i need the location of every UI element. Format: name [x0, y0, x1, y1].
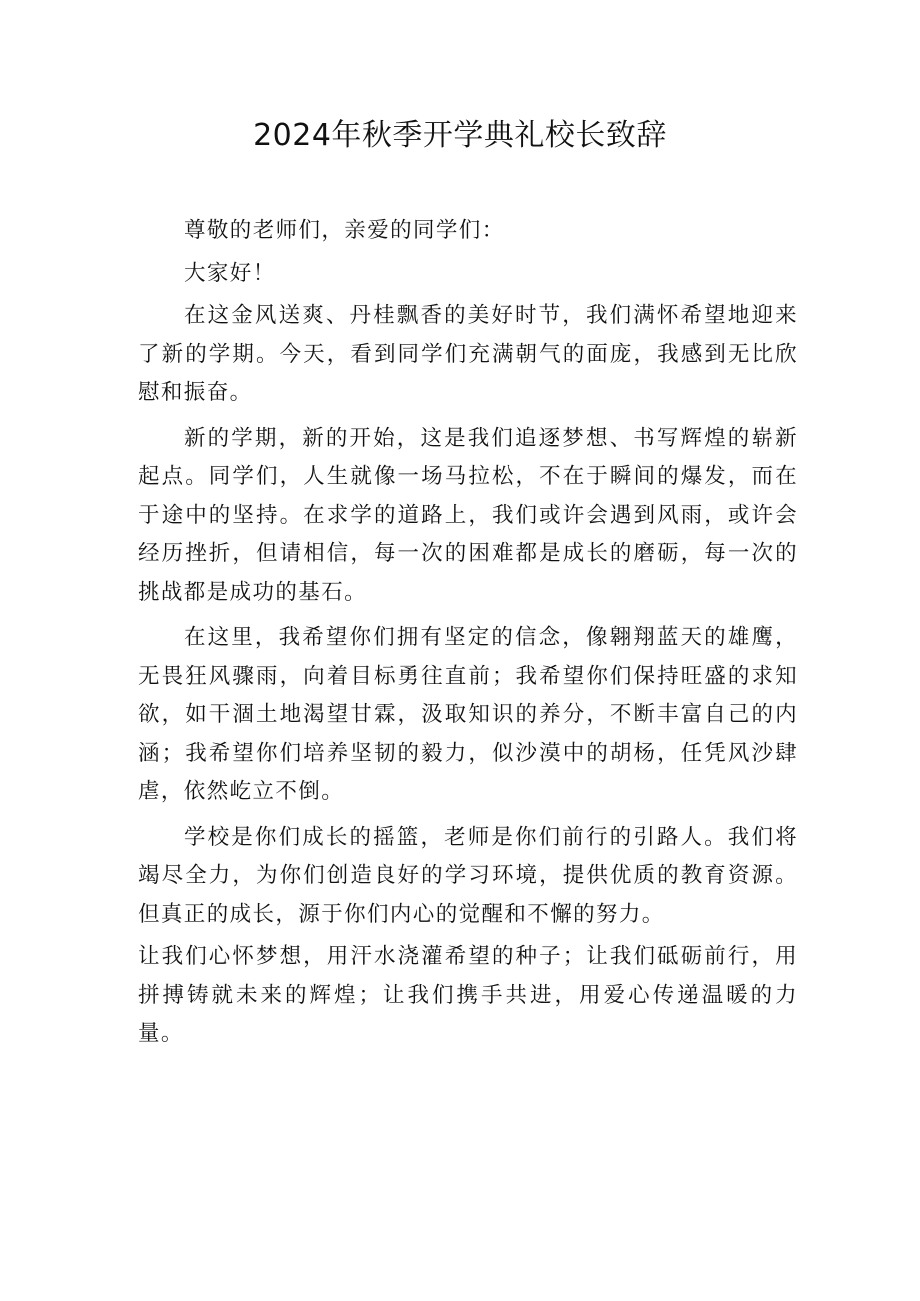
paragraph: 新的学期，新的开始，这是我们追逐梦想、书写辉煌的崭新起点。同学们，人生就像一场马拉松，不在于瞬间的爆发，而在于途中的坚持。在求学的道路上，我们或许会遇到风雨，或许会经历挫折，但请相信，每一次的困难都是成长的磨砺，每一次的挑战都是成功的基石。: [138, 425, 798, 605]
salutation: 尊敬的老师们，亲爱的同学们：: [184, 218, 505, 243]
paragraph: 学校是你们成长的摇篮，老师是你们前行的引路人。我们将竭尽全力，为你们创造良好的学习环境，提供优质的教育资源。但真正的成长，源于你们内心的觉醒和不懈的努力。: [138, 824, 798, 927]
greeting: 大家好！: [184, 260, 276, 286]
paragraph: 让我们心怀梦想，用汗水浇灌希望的种子；让我们砥砺前行，用拼搏铸就未来的辉煌；让我们携手共进，用爱心传递温暖的力量。: [138, 944, 798, 1046]
paragraph: 在这里，我希望你们拥有坚定的信念，像翱翔蓝天的雄鹰，无畏狂风骤雨，向着目标勇往直前；我希望你们保持旺盛的求知欲，如干涸土地渴望甘霖，汲取知识的养分，不断丰富自己的内涵；我希望你们培养坚韧的毅力，似沙漠中的胡杨，任凭风沙肆虐，依然屹立不倒。: [138, 625, 798, 804]
paragraph: 在这金风送爽、丹桂飘香的美好时节，我们满怀希望地迎来了新的学期。今天，看到同学们充满朝气的面庞，我感到无比欣慰和振奋。: [138, 303, 798, 405]
document-title: 2024年秋季开学典礼校长致辞: [253, 118, 667, 153]
document-body: [138, 212, 798, 1061]
